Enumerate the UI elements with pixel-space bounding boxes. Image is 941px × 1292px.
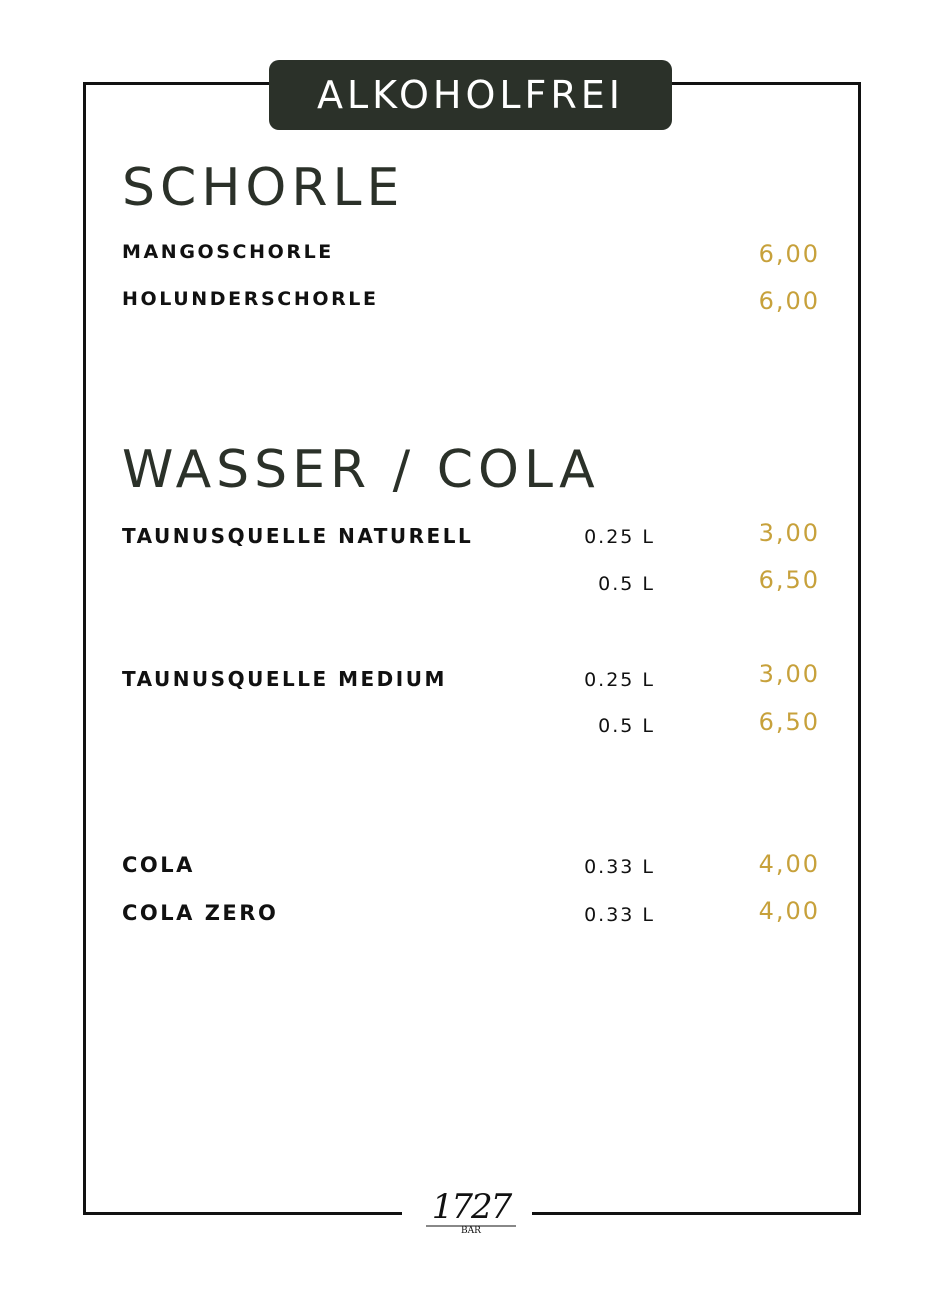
item-price: 3,00 bbox=[758, 660, 820, 688]
item-price: 6,50 bbox=[758, 708, 820, 736]
section-title-schorle: SCHORLE bbox=[122, 158, 405, 218]
item-name-taunusquelle-naturell: TAUNUSQUELLE NATURELL bbox=[122, 524, 474, 548]
logo-number: 1727 bbox=[431, 1188, 511, 1227]
item-size: 0.5 L bbox=[598, 573, 655, 595]
item-name-cola-zero: COLA ZERO bbox=[122, 901, 279, 925]
bar-1727-logo bbox=[418, 1188, 524, 1234]
item-price: 6,50 bbox=[758, 566, 820, 594]
menu-banner bbox=[269, 60, 672, 130]
logo-label: BAR bbox=[461, 1226, 481, 1234]
item-name-taunusquelle-medium: TAUNUSQUELLE MEDIUM bbox=[122, 667, 447, 691]
item-size: 0.25 L bbox=[584, 526, 655, 548]
item-size: 0.33 L bbox=[584, 904, 655, 926]
item-name-cola: COLA bbox=[122, 853, 195, 877]
item-name-mangoschorle: MANGOSCHORLE bbox=[122, 241, 334, 263]
item-size: 0.25 L bbox=[584, 669, 655, 691]
section-title-wasser-cola: WASSER / COLA bbox=[122, 440, 600, 500]
item-size: 0.5 L bbox=[598, 715, 655, 737]
item-price-holunderschorle: 6,00 bbox=[758, 287, 820, 315]
item-price-mangoschorle: 6,00 bbox=[758, 240, 820, 268]
item-price: 4,00 bbox=[758, 850, 820, 878]
item-price: 4,00 bbox=[758, 897, 820, 925]
item-price: 3,00 bbox=[758, 519, 820, 547]
banner-title: ALKOHOLFREI bbox=[316, 73, 625, 117]
item-size: 0.33 L bbox=[584, 856, 655, 878]
item-name-holunderschorle: HOLUNDERSCHORLE bbox=[122, 288, 379, 310]
